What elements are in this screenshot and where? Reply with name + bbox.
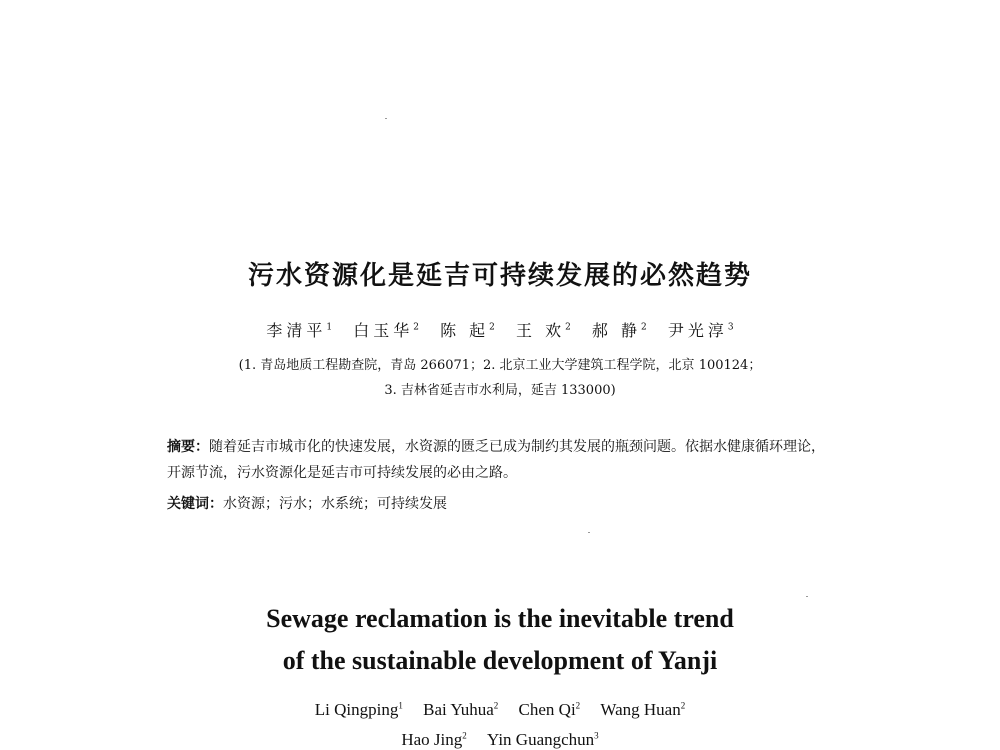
affiliation-mark: 1	[326, 322, 333, 333]
author-en	[401, 730, 466, 749]
chinese-author-list	[0, 318, 1000, 341]
author-name: Chen Qi	[518, 700, 576, 719]
affiliation-mark: 3	[727, 322, 734, 333]
author-name: 陈 起	[440, 321, 490, 340]
affiliation-mark: 2	[493, 700, 499, 711]
author-cn	[592, 321, 647, 340]
author-en	[600, 700, 685, 719]
author-name: 白玉华	[353, 321, 414, 340]
author-en	[423, 700, 498, 719]
affiliation-mark: 2	[680, 700, 686, 711]
affiliation-line-2: 3. 吉林省延吉市水利局，延吉 133000)	[384, 383, 616, 398]
english-title	[0, 598, 1000, 682]
english-author-list-line-2	[0, 730, 1000, 750]
author-name: Bai Yuhua	[423, 700, 494, 719]
author-name: Hao Jing	[401, 730, 463, 749]
keywords	[167, 493, 832, 513]
english-title-line-1: Sewage reclamation is the inevitable trend	[266, 604, 734, 633]
affiliation-mark: 2	[413, 322, 419, 333]
author-name: 王 欢	[516, 321, 566, 340]
author-cn	[440, 321, 495, 340]
author-name: 尹光淳	[667, 321, 728, 340]
scan-speck	[588, 532, 590, 533]
author-cn	[516, 321, 571, 340]
chinese-title: 污水资源化是延吉可持续发展的必然趋势	[247, 261, 752, 291]
author-en	[487, 730, 599, 749]
author-en	[519, 700, 581, 719]
affiliation-mark: 1	[398, 700, 403, 711]
abstract-text: 随着延吉市城市化的快速发展，水资源的匮乏已成为制约其发展的瓶颈问题。依据水健康循环理论，开源节流，污水资源化是延吉市可持续发展的必由之路。	[167, 439, 825, 481]
abstract	[167, 434, 832, 486]
english-author-list	[0, 700, 1000, 720]
affiliation-mark: 2	[462, 730, 467, 741]
author-cn	[668, 321, 734, 340]
affiliation-mark: 2	[565, 322, 571, 333]
author-cn	[353, 321, 419, 340]
author-name: 李清平	[266, 321, 327, 340]
english-title-line-2: of the sustainable development of Yanji	[282, 646, 718, 675]
author-name: Yin Guangchun	[486, 730, 595, 749]
author-name: 郝 静	[591, 321, 642, 340]
affiliation-line-1: (1. 青岛地质工程勘查院，青岛 266071；2. 北京工业大学建筑工程学院，北京 100124；	[238, 358, 762, 373]
author-en	[315, 700, 403, 719]
scan-speck	[385, 118, 387, 119]
scan-speck	[806, 596, 808, 597]
affiliation-mark: 2	[575, 700, 581, 711]
abstract-label: 摘要：	[167, 439, 209, 455]
affiliation-mark: 3	[594, 730, 599, 741]
author-name: Wang Huan	[600, 700, 681, 719]
affiliation-mark: 2	[489, 322, 495, 333]
affiliation-mark: 2	[641, 322, 647, 333]
keywords-text: 水资源；污水；水系统；可持续发展	[223, 496, 447, 512]
author-cn	[266, 321, 332, 340]
author-name: Li Qingping	[314, 700, 399, 719]
keywords-label: 关键词：	[167, 496, 223, 512]
